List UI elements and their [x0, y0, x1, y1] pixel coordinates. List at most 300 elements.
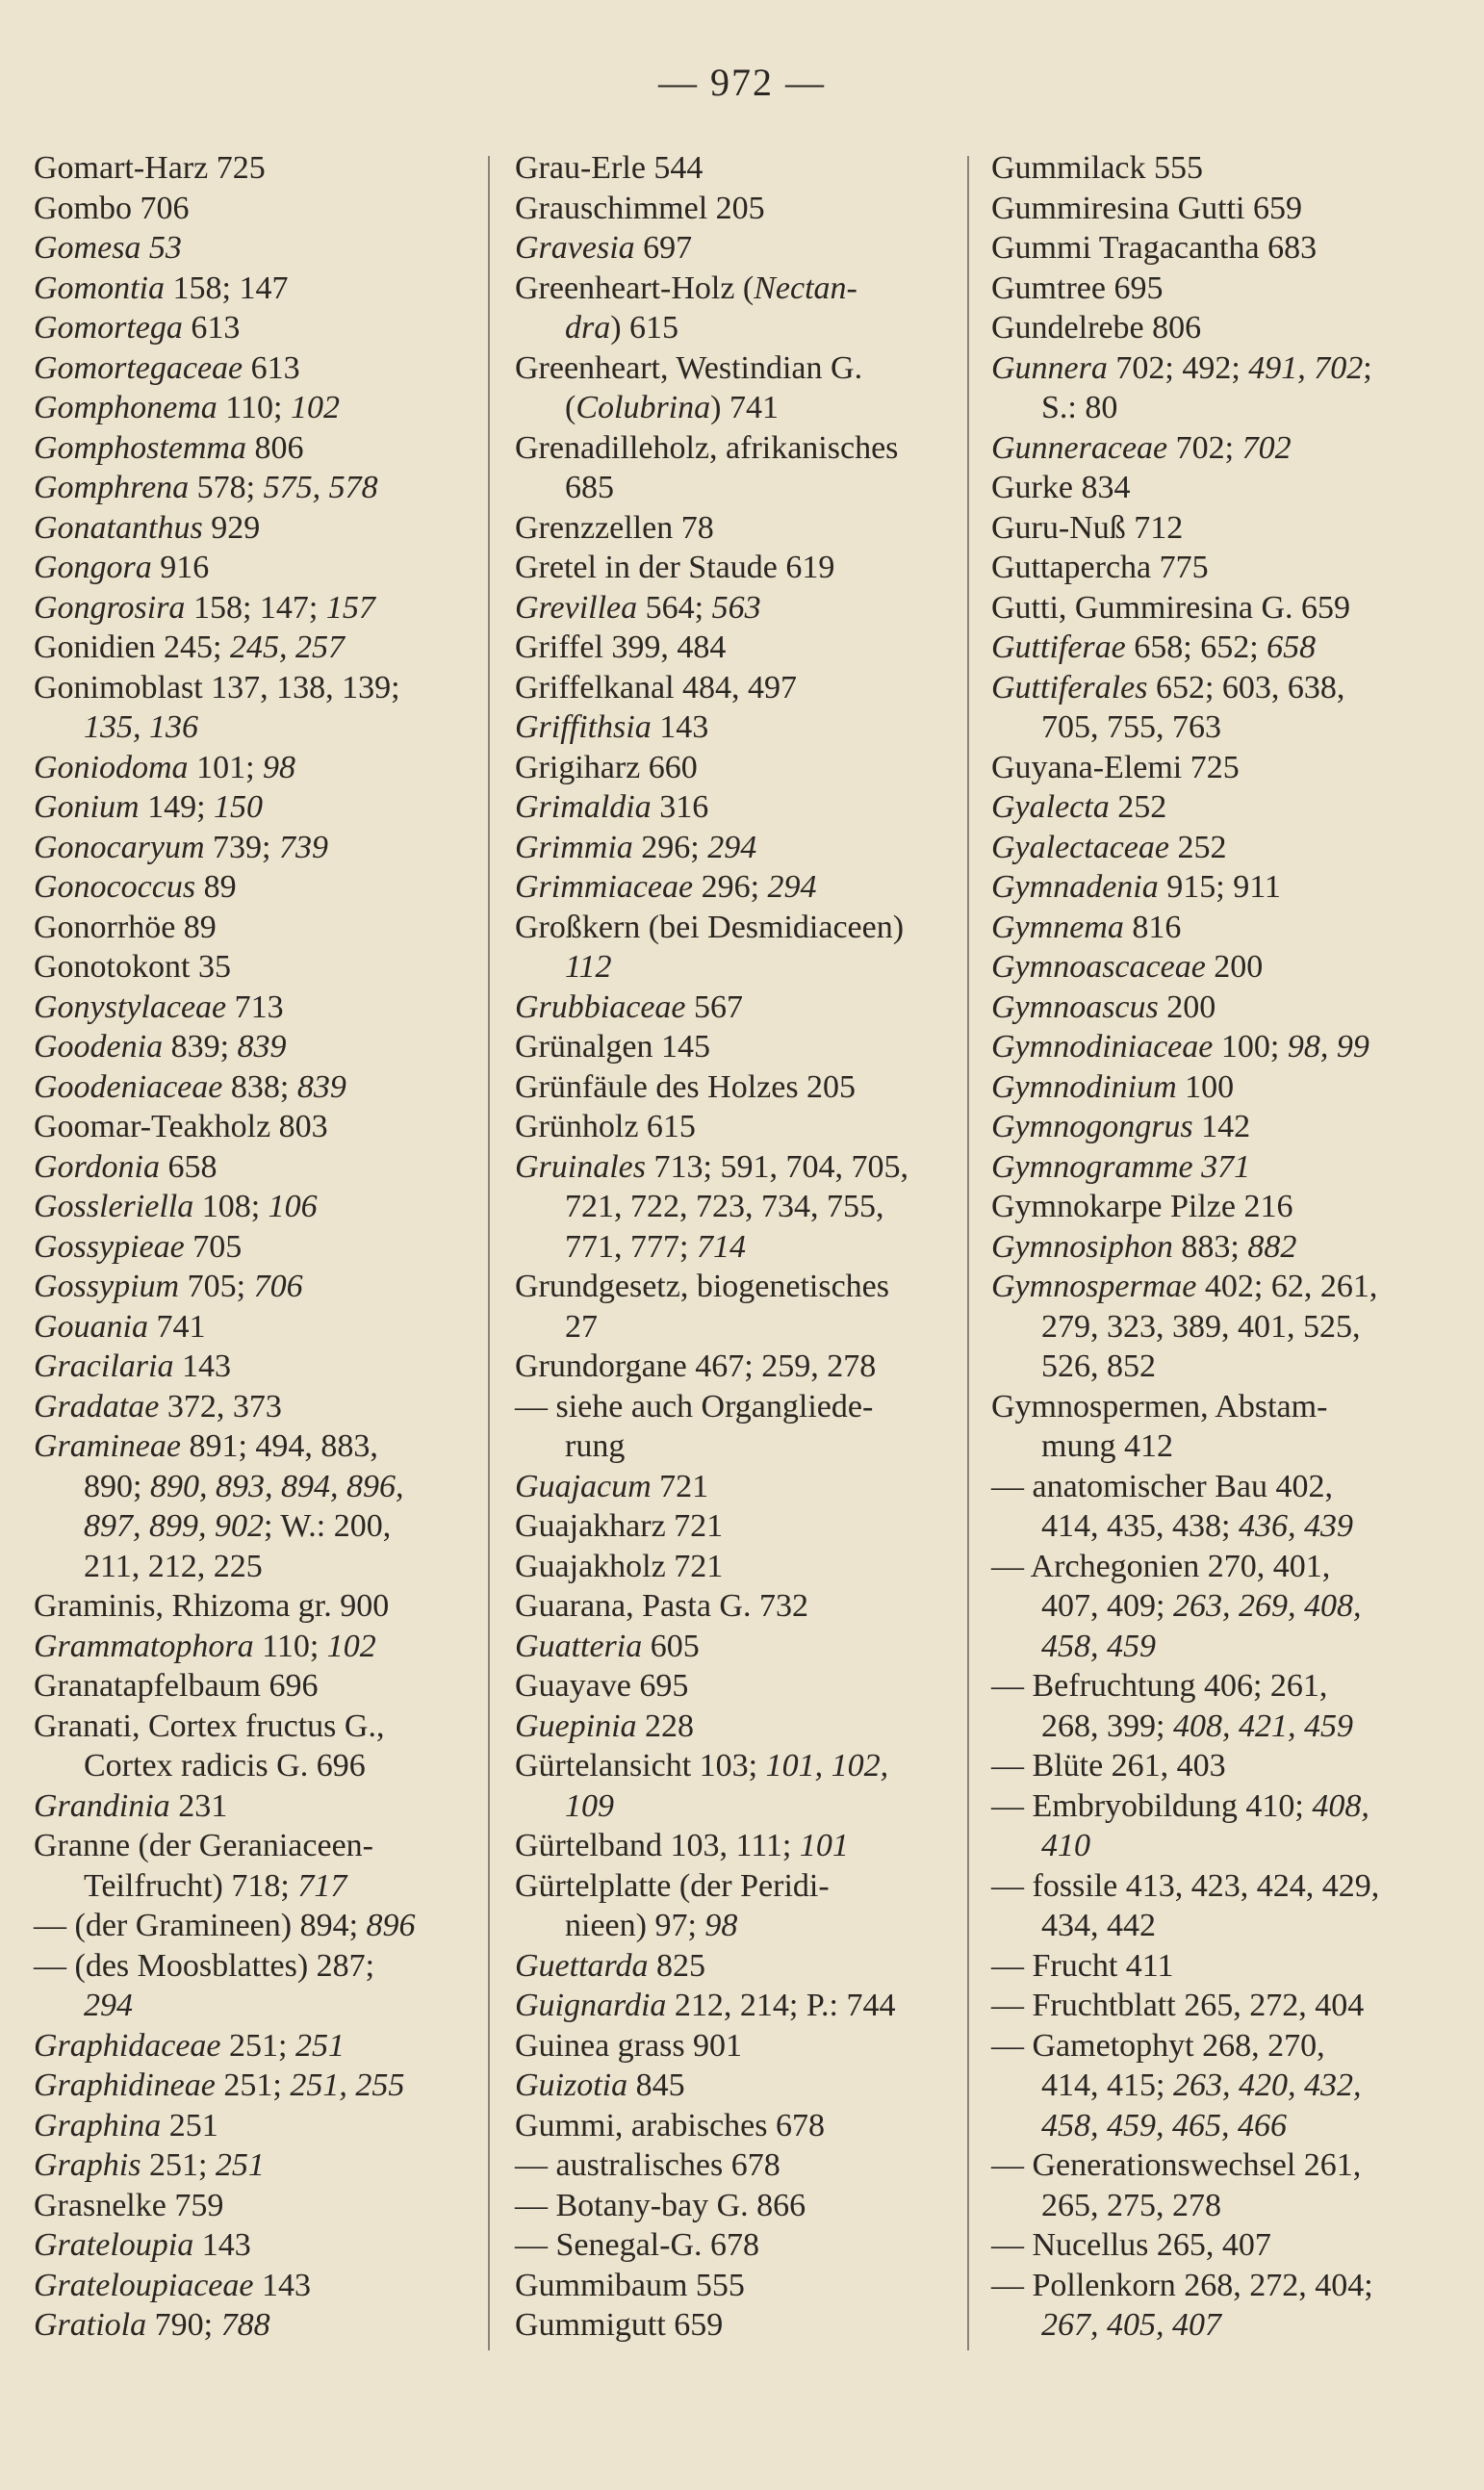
- index-entry-line: Gouania 741: [34, 1308, 206, 1345]
- index-entry: [34, 1027, 486, 1067]
- index-entry-line: Gomphostemma 806: [34, 429, 304, 466]
- index-entry-line: — Pollenkorn 268, 272, 404;: [991, 2267, 1373, 2303]
- index-entry-line: Grimaldia 316: [515, 789, 709, 825]
- index-entry: [34, 1107, 486, 1147]
- page-number: — 972 —: [658, 61, 826, 104]
- index-entry: [34, 1586, 486, 1627]
- index-entry-line: Gymnospermen, Abstam-: [991, 1388, 1328, 1425]
- index-entry: [515, 348, 967, 428]
- index-entry: [515, 1946, 967, 1987]
- index-entry: [34, 2305, 486, 2346]
- index-entry: [515, 428, 967, 508]
- index-entry-line: Goomar-Teakholz 803: [34, 1109, 328, 1144]
- index-entry-line: Gymnodinium 100: [991, 1068, 1235, 1105]
- index-entry-line: Teilfrucht) 718; 717: [84, 1867, 347, 1904]
- index-entry-line: Gomontia 158; 147: [34, 270, 289, 306]
- index-entry: [515, 189, 967, 229]
- index-entry-line: Griffel 399, 484: [515, 629, 727, 665]
- index-entry-line: — Fruchtblatt 265, 272, 404: [991, 1988, 1365, 2023]
- index-entry: [991, 1267, 1444, 1387]
- index-entry-line: — Generationswechsel 261,: [991, 2147, 1362, 2183]
- index-entry-line: 109: [565, 1787, 614, 1824]
- index-entry: [515, 1826, 967, 1866]
- index-entry-line: — (des Moosblattes) 287;: [34, 1947, 375, 1984]
- index-entry: [515, 1347, 967, 1387]
- index-entry: [515, 2266, 967, 2306]
- index-entry: [515, 1467, 967, 1507]
- index-entry-line: Greenheart, Westindian G.: [515, 349, 863, 386]
- index-entry: [991, 308, 1444, 348]
- index-entry-line: Gonimoblast 137, 138, 139;: [34, 669, 400, 706]
- index-entry-line: Gurke 834: [991, 470, 1131, 505]
- index-entry: [991, 1746, 1444, 1786]
- index-entry-line: Goodeniaceae 838; 839: [34, 1068, 346, 1105]
- index-entry-line: Graphina 251: [34, 2107, 218, 2143]
- index-entry: [515, 228, 967, 269]
- index-entry-line: Gymnosiphon 883; 882: [991, 1228, 1297, 1265]
- index-entry: [515, 628, 967, 668]
- index-entry-line: Gürtelplatte (der Peridi-: [515, 1867, 830, 1904]
- index-entry: [991, 228, 1444, 269]
- index-entry-line: — Botany-bay G. 866: [515, 2187, 806, 2223]
- index-entry-line: Gummiresina Gutti 659: [991, 190, 1302, 226]
- index-entry-line: Gomphrena 578; 575, 578: [34, 470, 378, 505]
- index-entry: [991, 1027, 1444, 1067]
- index-entry-line: — Archegonien 270, 401,: [991, 1548, 1331, 1584]
- index-entry: [515, 2186, 967, 2226]
- index-entry-line: Gürtelansicht 103; 101, 102,: [515, 1748, 889, 1784]
- index-entry-line: 27: [565, 1308, 598, 1345]
- index-entry-line: Granati, Cortex fructus G.,: [34, 1707, 385, 1744]
- index-entry: [34, 269, 486, 309]
- index-entry-line: 265, 275, 278: [1041, 2187, 1221, 2223]
- index-entry-line: 434, 442: [1041, 1908, 1156, 1943]
- index-entry-line: 267, 405, 407: [1041, 2307, 1221, 2343]
- index-entry: [515, 1027, 967, 1067]
- index-entry-line: Gossleriella 108; 106: [34, 1189, 318, 1224]
- index-entry-line: — siehe auch Organgliede-: [515, 1388, 874, 1425]
- index-entry: [34, 308, 486, 348]
- index-entry: [515, 2145, 967, 2186]
- index-entry: [34, 1347, 486, 1387]
- index-entry-line: 458, 459, 465, 466: [1041, 2107, 1287, 2143]
- index-entry-line: Guizotia 845: [515, 2067, 685, 2103]
- index-entry: [515, 1547, 967, 1587]
- index-entry-line: Guepinia 228: [515, 1707, 695, 1744]
- index-entry-line: Griffelkanal 484, 497: [515, 669, 798, 706]
- index-entry: [34, 908, 486, 948]
- index-entry-line: Grundorgane 467; 259, 278: [515, 1348, 877, 1384]
- index-entry: [991, 2145, 1444, 2225]
- index-entry: [991, 2225, 1444, 2266]
- index-entry-line: Gutti, Gummiresina G. 659: [991, 589, 1351, 626]
- index-entry: [515, 1107, 967, 1147]
- index-entry: [991, 1107, 1444, 1147]
- index-entry: [991, 908, 1444, 948]
- index-entry-line: Guajakholz 721: [515, 1548, 724, 1584]
- index-entry-line: Gyalecta 252: [991, 789, 1167, 825]
- index-entry-line: — australisches 678: [515, 2147, 780, 2183]
- index-entry: [515, 1067, 967, 1108]
- index-entry-line: Guttapercha 775: [991, 550, 1209, 585]
- index-entry: [515, 1666, 967, 1707]
- index-entry-line: 705, 755, 763: [1041, 709, 1221, 745]
- index-entry-line: Guru-Nuß 712: [991, 509, 1184, 546]
- index-entry-line: Gyalectaceae 252: [991, 829, 1227, 865]
- index-entry: [515, 668, 967, 708]
- index-entry-line: Granne (der Geraniaceen-: [34, 1828, 373, 1863]
- index-entry-line: Gymnema 816: [991, 909, 1182, 945]
- index-entry-line: (Colubrina) 741: [565, 390, 779, 425]
- index-entry: [34, 947, 486, 988]
- index-entry-line: Gomesa 53: [34, 230, 182, 266]
- index-entry: [515, 707, 967, 748]
- index-entry-line: 721, 722, 723, 734, 755,: [565, 1189, 884, 1224]
- index-entry-line: Grevillea 564; 563: [515, 589, 761, 626]
- index-entry: [34, 1267, 486, 1307]
- index-entry: [991, 2266, 1444, 2346]
- index-entry: [515, 2106, 967, 2146]
- index-entry: [34, 1067, 486, 1108]
- index-entry-line: 112: [565, 949, 612, 985]
- index-entry-line: Gummibaum 555: [515, 2267, 745, 2303]
- index-entry-line: Greenheart-Holz (Nectan-: [515, 270, 857, 306]
- index-entry: [991, 508, 1444, 549]
- index-entry-line: — Blüte 261, 403: [991, 1748, 1226, 1784]
- index-entry-line: Grigiharz 660: [515, 749, 698, 785]
- index-entry: [991, 148, 1444, 189]
- index-entry: [991, 548, 1444, 588]
- index-entry-line: mung 412: [1041, 1428, 1173, 1464]
- index-entry: [34, 2145, 486, 2186]
- index-entry: [34, 988, 486, 1028]
- index-entry-line: Grammatophora 110; 102: [34, 1628, 376, 1664]
- index-entry-line: Gonocaryum 739; 739: [34, 829, 328, 865]
- index-entry: [991, 1067, 1444, 1108]
- index-entry-line: Gürtelband 103, 111; 101: [515, 1828, 849, 1863]
- index-entry: [34, 2225, 486, 2266]
- index-entry-line: 279, 323, 389, 401, 525,: [1041, 1308, 1361, 1345]
- index-entry: [991, 1467, 1444, 1547]
- index-entry-line: Gordonia 658: [34, 1148, 217, 1185]
- index-entry: [515, 908, 967, 988]
- index-entry-line: dra) 615: [565, 310, 679, 346]
- index-entry-line: — anatomischer Bau 402,: [991, 1468, 1334, 1504]
- index-entry-line: Grubbiaceae 567: [515, 988, 744, 1025]
- index-entry-line: Gomortega 613: [34, 310, 241, 346]
- index-entry-line: Gossypium 705; 706: [34, 1269, 303, 1304]
- index-entry-line: — Gametophyt 268, 270,: [991, 2027, 1325, 2064]
- index-entry: [515, 2305, 967, 2346]
- index-entry-line: Graphidaceae 251; 251: [34, 2027, 345, 2064]
- index-entry-line: S.: 80: [1041, 390, 1118, 425]
- index-entry: [515, 588, 967, 629]
- index-entry: [34, 748, 486, 788]
- index-entry: [34, 1387, 486, 1427]
- index-entry: [991, 988, 1444, 1028]
- column-divider: [967, 156, 969, 2350]
- index-entry: [991, 1147, 1444, 1188]
- index-entry-line: Grau-Erle 544: [515, 150, 704, 186]
- index-entry-line: Gummilack 555: [991, 150, 1204, 186]
- index-entry-line: Gramineae 891; 494, 883,: [34, 1428, 378, 1464]
- index-entry: [515, 1866, 967, 1946]
- index-entry: [515, 1506, 967, 1547]
- index-entry-line: Grateloupiaceae 143: [34, 2267, 311, 2303]
- index-entry: [991, 428, 1444, 469]
- index-entry-line: Guignardia 212, 214; P.: 744: [515, 1988, 896, 2023]
- index-entry: [991, 588, 1444, 629]
- index-entry-line: Grandinia 231: [34, 1787, 228, 1824]
- index-entry: [991, 787, 1444, 828]
- index-entry-line: Gymnokarpe Pilze 216: [991, 1189, 1293, 1224]
- index-entry: [991, 269, 1444, 309]
- index-entry: [991, 1986, 1444, 2026]
- index-entry-line: 458, 459: [1041, 1628, 1156, 1664]
- index-entry-line: Grünfäule des Holzes 205: [515, 1068, 857, 1105]
- index-entry-line: — Embryobildung 410; 408,: [991, 1787, 1369, 1824]
- index-entry: [991, 1227, 1444, 1268]
- index-entry-line: Gongrosira 158; 147; 157: [34, 589, 375, 626]
- index-entry-line: — Frucht 411: [991, 1947, 1174, 1984]
- index-entry-line: 771, 777; 714: [565, 1228, 746, 1265]
- index-entry: [515, 867, 967, 908]
- index-entry-line: Guttiferae 658; 652; 658: [991, 629, 1317, 665]
- index-entry-line: 407, 409; 263, 269, 408,: [1041, 1588, 1362, 1624]
- index-entry-line: 897, 899, 902; W.: 200,: [84, 1508, 392, 1544]
- index-entry-line: rung: [565, 1428, 626, 1464]
- index-entry-line: Guarana, Pasta G. 732: [515, 1588, 808, 1624]
- index-entry-line: Gombo 706: [34, 190, 190, 226]
- index-entry-line: Gratiola 790; 788: [34, 2307, 270, 2343]
- index-entry: [515, 1387, 967, 1467]
- index-entry: [515, 1586, 967, 1627]
- index-entry: [515, 748, 967, 788]
- index-entry: [34, 787, 486, 828]
- index-entry: [991, 468, 1444, 508]
- index-entry: [34, 228, 486, 269]
- index-entry-line: Gonotokont 35: [34, 949, 231, 985]
- index-entry-line: Guettarda 825: [515, 1947, 706, 1984]
- index-entry: [515, 1707, 967, 1747]
- index-entry-line: nieen) 97; 98: [565, 1908, 738, 1943]
- index-entry: [34, 2186, 486, 2226]
- index-entry: [34, 588, 486, 629]
- index-entry: [515, 1267, 967, 1347]
- index-column-2: [515, 148, 967, 2346]
- index-entry-line: Gymnoascus 200: [991, 988, 1216, 1025]
- index-entry-line: Griffithsia 143: [515, 709, 709, 745]
- index-entry-line: Gymnoascaceae 200: [991, 949, 1264, 985]
- index-entry: [34, 2266, 486, 2306]
- index-entry-line: Graphidineae 251; 251, 255: [34, 2067, 405, 2103]
- index-entry: [34, 1826, 486, 1906]
- index-entry: [991, 947, 1444, 988]
- index-entry: [34, 388, 486, 428]
- index-entry: [34, 548, 486, 588]
- index-entry-line: 526, 852: [1041, 1348, 1156, 1384]
- index-column-3: [991, 148, 1444, 2346]
- index-column-1: [34, 148, 486, 2346]
- index-entry: [34, 468, 486, 508]
- index-entry: [991, 1666, 1444, 1746]
- index-entry: [34, 148, 486, 189]
- index-entry: [991, 2026, 1444, 2146]
- index-entry-line: Guayave 695: [515, 1668, 689, 1704]
- index-entry: [515, 988, 967, 1028]
- index-entry-line: 410: [1041, 1828, 1090, 1863]
- column-divider: [488, 156, 490, 2350]
- index-entry-line: — Senegal-G. 678: [515, 2227, 760, 2263]
- index-entry-line: Gomart-Harz 725: [34, 150, 266, 186]
- index-entry-line: Gonorrhöe 89: [34, 909, 217, 945]
- index-entry-line: Goodenia 839; 839: [34, 1029, 287, 1065]
- index-entry: [34, 1666, 486, 1707]
- index-entry-line: Grimmia 296; 294: [515, 829, 757, 865]
- index-entry-line: Gymnospermae 402; 62, 261,: [991, 1269, 1378, 1304]
- index-entry: [515, 1627, 967, 1667]
- index-entry-line: Gunneraceae 702; 702: [991, 429, 1292, 466]
- index-entry: [34, 508, 486, 549]
- index-entry-line: Gummi Tragacantha 683: [991, 230, 1318, 266]
- index-entry-line: Gymnadenia 915; 911: [991, 869, 1281, 905]
- index-entry: [34, 1187, 486, 1227]
- index-entry-line: — Nucellus 265, 407: [991, 2227, 1271, 2263]
- index-entry: [515, 1147, 967, 1268]
- index-entry: [34, 1227, 486, 1268]
- index-entry: [515, 148, 967, 189]
- index-entry: [34, 1307, 486, 1348]
- index-entry: [991, 1946, 1444, 1987]
- index-entry: [991, 748, 1444, 788]
- index-entry-line: Grünholz 615: [515, 1109, 696, 1144]
- index-entry-line: Guttiferales 652; 603, 638,: [991, 669, 1345, 706]
- index-entry: [515, 1746, 967, 1826]
- index-entry: [34, 1627, 486, 1667]
- index-entry: [34, 348, 486, 389]
- index-entry-line: Grimmiaceae 296; 294: [515, 869, 817, 905]
- index-entry-line: 890; 890, 893, 894, 896,: [84, 1468, 404, 1504]
- index-entry-line: Grenadilleholz, afrikanisches: [515, 429, 899, 466]
- index-entry-line: Grasnelke 759: [34, 2187, 224, 2223]
- index-entry: [34, 828, 486, 868]
- index-entry-line: Guatteria 605: [515, 1628, 700, 1664]
- index-entry: [515, 787, 967, 828]
- index-entry-line: 414, 435, 438; 436, 439: [1041, 1508, 1353, 1544]
- index-entry: [34, 2026, 486, 2066]
- index-entry-line: Gymnogramme 371: [991, 1148, 1251, 1185]
- index-entry-line: Gravesia 697: [515, 230, 693, 266]
- index-entry: [515, 2225, 967, 2266]
- index-entry: [34, 1786, 486, 1827]
- index-entry-line: Guajakharz 721: [515, 1508, 724, 1544]
- index-entry: [515, 548, 967, 588]
- index-entry: [34, 1707, 486, 1786]
- index-entry: [34, 2066, 486, 2106]
- index-entry-line: Gumtree 695: [991, 270, 1164, 306]
- index-entry: [515, 1986, 967, 2026]
- index-entry: [991, 1547, 1444, 1667]
- index-entry-line: Guyana-Elemi 725: [991, 749, 1240, 785]
- index-entry-line: Granatapfelbaum 696: [34, 1668, 319, 1704]
- index-entry-line: 294: [84, 1988, 133, 2023]
- index-entry-line: Gradatae 372, 373: [34, 1388, 282, 1425]
- index-entry-line: Gretel in der Staude 619: [515, 550, 835, 585]
- index-entry-line: Gymnogongrus 142: [991, 1109, 1251, 1144]
- index-entry-line: Grauschimmel 205: [515, 190, 765, 226]
- index-entry-line: Graphis 251; 251: [34, 2147, 265, 2183]
- index-entry-line: Guajacum 721: [515, 1468, 709, 1504]
- index-entry-line: Graminis, Rhizoma gr. 900: [34, 1588, 390, 1624]
- index-entry-line: Gonidien 245; 245, 257: [34, 629, 345, 665]
- index-entry-line: Gossypieae 705: [34, 1228, 243, 1265]
- index-entry: [34, 1946, 486, 2026]
- index-entry-line: Gracilaria 143: [34, 1348, 231, 1384]
- index-entry: [34, 189, 486, 229]
- index-entry-line: Gruinales 713; 591, 704, 705,: [515, 1148, 908, 1185]
- index-entry-line: Gunnera 702; 492; 491, 702;: [991, 349, 1372, 386]
- index-entry-line: 268, 399; 408, 421, 459: [1041, 1707, 1353, 1744]
- index-entry: [34, 867, 486, 908]
- index-entry-line: Cortex radicis G. 696: [84, 1748, 366, 1784]
- index-entry-line: 414, 415; 263, 420, 432,: [1041, 2067, 1362, 2103]
- index-entry-line: Gonystylaceae 713: [34, 988, 284, 1025]
- index-entry-line: 135, 136: [84, 709, 198, 745]
- index-entry: [34, 668, 486, 748]
- index-entry-line: Grenzzellen 78: [515, 509, 714, 546]
- index-entry: [34, 1147, 486, 1188]
- index-entry: [991, 828, 1444, 868]
- index-entry-line: Grünalgen 145: [515, 1029, 711, 1065]
- index-entry: [991, 1786, 1444, 1866]
- index-entry: [515, 2066, 967, 2106]
- index-entry-line: Gonatanthus 929: [34, 509, 261, 546]
- index-entry-line: Gymnodiniaceae 100; 98, 99: [991, 1029, 1369, 1065]
- index-entry: [991, 628, 1444, 668]
- index-entry: [991, 1387, 1444, 1467]
- index-entry: [34, 2106, 486, 2146]
- index-entry-line: Gummigutt 659: [515, 2307, 724, 2343]
- index-entry: [991, 867, 1444, 908]
- index-entry: [34, 1906, 486, 1946]
- index-entry-line: Gomphonema 110; 102: [34, 390, 340, 425]
- index-entry-line: — fossile 413, 423, 424, 429,: [991, 1867, 1380, 1904]
- index-entry-line: Grateloupia 143: [34, 2227, 251, 2263]
- index-entry: [34, 428, 486, 469]
- index-entry-line: Gummi, arabisches 678: [515, 2107, 825, 2143]
- index-entry: [515, 828, 967, 868]
- index-entry-line: — (der Gramineen) 894; 896: [34, 1908, 416, 1943]
- index-entry: [515, 2026, 967, 2066]
- index-entry: [34, 628, 486, 668]
- index-entry-line: 211, 212, 225: [84, 1548, 263, 1584]
- index-entry-line: Goniodoma 101; 98: [34, 749, 296, 785]
- index-entry: [991, 348, 1444, 428]
- index-entry: [991, 1187, 1444, 1227]
- index-entry-line: — Befruchtung 406; 261,: [991, 1668, 1328, 1704]
- index-entry-line: Grundgesetz, biogenetisches: [515, 1269, 889, 1304]
- index-entry-line: Gundelrebe 806: [991, 310, 1202, 346]
- index-entry: [991, 668, 1444, 748]
- index-entry: [34, 1426, 486, 1586]
- index-entry-line: 685: [565, 470, 614, 505]
- index-entry-line: Gongora 916: [34, 550, 210, 585]
- index-entry: [991, 189, 1444, 229]
- index-entry-line: Großkern (bei Desmidiaceen): [515, 909, 905, 945]
- index-entry-line: Gomortegaceae 613: [34, 349, 300, 386]
- index-entry: [991, 1866, 1444, 1946]
- index-entry-line: Gonium 149; 150: [34, 789, 264, 825]
